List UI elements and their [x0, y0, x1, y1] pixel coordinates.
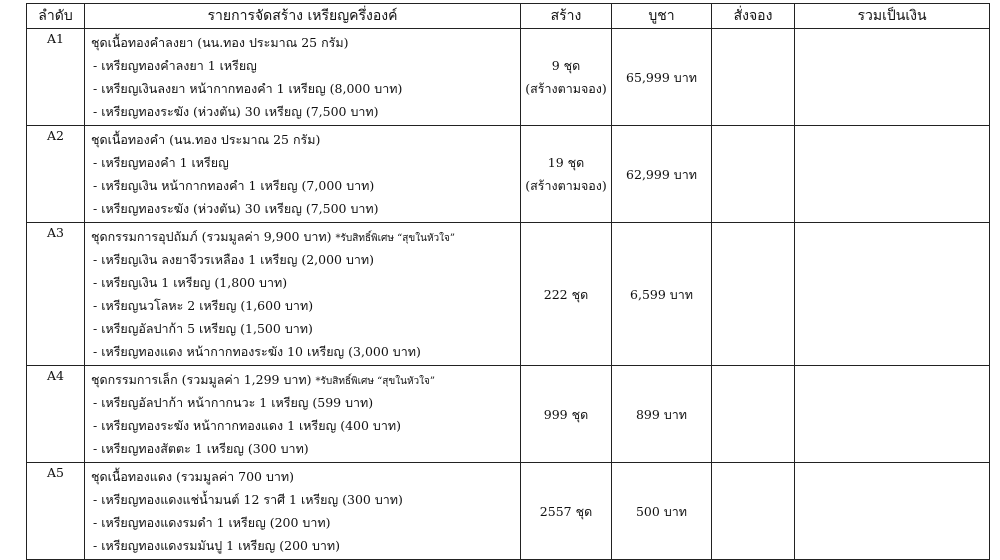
order-cell[interactable]	[712, 223, 795, 366]
header-no: ลำดับ	[27, 4, 85, 29]
order-cell[interactable]	[712, 29, 795, 126]
set-title-line	[91, 225, 520, 248]
list-item: - เหรียญทองระฆัง (ห่วงตัน) 30 เหรียญ (7,500 บาท)	[93, 201, 379, 216]
set-title: ชุดเนื้อทองแดง (รวมมูลค่า 700 บาท)	[91, 469, 295, 484]
row-id: A2	[27, 126, 85, 223]
list-item: - เหรียญทองระฆัง (ห่วงตัน) 30 เหรียญ (7,500 บาท)	[93, 104, 379, 119]
set-title: ชุดเนื้อทองคำ (นน.ทอง ประมาณ 25 กรัม)	[91, 132, 321, 147]
set-title: ชุดกรรมการอุปถัมภ์ (รวมมูลค่า 9,900 บาท)	[91, 229, 332, 244]
table-row	[27, 29, 990, 126]
list-item: - เหรียญอัลปาก้า หน้ากากนวะ 1 เหรียญ (599 บาท)	[93, 395, 374, 410]
table-row	[27, 223, 990, 366]
price-cell: 6,599 บาท	[612, 223, 712, 366]
list-item: - เหรียญเงินลงยา หน้ากากทองคำ 1 เหรียญ (8,000 บาท)	[93, 81, 403, 96]
total-cell[interactable]	[795, 29, 990, 126]
privilege-note: *รับสิทธิ์พิเศษ “สุขในหัวใจ”	[315, 376, 436, 387]
table-row	[27, 463, 990, 560]
total-cell[interactable]	[795, 223, 990, 366]
order-cell[interactable]	[712, 366, 795, 463]
list-item: - เหรียญอัลปาก้า 5 เหรียญ (1,500 บาท)	[93, 321, 313, 336]
list-item: - เหรียญทองแดงแช่น้ำมนต์ 12 ราศี 1 เหรียญ (300 บาท)	[93, 492, 403, 507]
build-quantity: 222 ชุด	[521, 223, 612, 366]
privilege-note: *รับสิทธิ์พิเศษ “สุขในหัวใจ”	[335, 233, 456, 244]
quantity-value: 19 ชุด	[547, 155, 585, 170]
list-item: - เหรียญทองสัตตะ 1 เหรียญ (300 บาท)	[93, 441, 309, 456]
table-row	[27, 126, 990, 223]
set-title: ชุดกรรมการเล็ก (รวมมูลค่า 1,299 บาท)	[91, 372, 312, 387]
header-row	[27, 4, 990, 29]
row-id: A1	[27, 29, 85, 126]
set-title: ชุดเนื้อทองคำลงยา (นน.ทอง ประมาณ 25 กรัม)	[91, 35, 349, 50]
row-id: A5	[27, 463, 85, 560]
list-item: - เหรียญเงิน ลงยาจีวรเหลือง 1 เหรียญ (2,000 บาท)	[93, 252, 375, 267]
list-item: - เหรียญเงิน หน้ากากทองคำ 1 เหรียญ (7,000 บาท)	[93, 178, 375, 193]
build-quantity: 999 ชุด	[521, 366, 612, 463]
order-cell[interactable]	[712, 126, 795, 223]
order-cell[interactable]	[712, 463, 795, 560]
price-cell: 500 บาท	[612, 463, 712, 560]
quantity-value: 9 ชุด	[551, 58, 581, 73]
build-quantity: 2557 ชุด	[521, 463, 612, 560]
price-cell: 62,999 บาท	[612, 126, 712, 223]
row-description	[85, 223, 521, 366]
row-description	[85, 463, 521, 560]
header-item: รายการจัดสร้าง เหรียญครึ่งองค์	[85, 4, 521, 29]
total-cell[interactable]	[795, 366, 990, 463]
row-id: A4	[27, 366, 85, 463]
row-description	[85, 126, 521, 223]
header-build: สร้าง	[521, 4, 612, 29]
list-item: - เหรียญทองแดงรมมันปู 1 เหรียญ (200 บาท)	[93, 538, 341, 553]
list-item: - เหรียญนวโลหะ 2 เหรียญ (1,600 บาท)	[93, 298, 314, 313]
header-total: รวมเป็นเงิน	[795, 4, 990, 29]
list-item: - เหรียญทองคำ 1 เหรียญ	[93, 155, 229, 170]
table-row	[27, 366, 990, 463]
total-cell[interactable]	[795, 463, 990, 560]
row-id: A3	[27, 223, 85, 366]
header-price: บูชา	[612, 4, 712, 29]
build-quantity	[521, 126, 612, 223]
set-title-line	[91, 368, 520, 391]
row-description	[85, 29, 521, 126]
quantity-note: (สร้างตามจอง)	[525, 81, 607, 96]
list-item: - เหรียญเงิน 1 เหรียญ (1,800 บาท)	[93, 275, 288, 290]
quantity-note: (สร้างตามจอง)	[525, 178, 607, 193]
list-item: - เหรียญทองแดงรมดำ 1 เหรียญ (200 บาท)	[93, 515, 331, 530]
build-quantity	[521, 29, 612, 126]
list-item: - เหรียญทองระฆัง หน้ากากทองแดง 1 เหรียญ (400 บาท)	[93, 418, 401, 433]
header-order: สั่งจอง	[712, 4, 795, 29]
total-cell[interactable]	[795, 126, 990, 223]
list-item: - เหรียญทองคำลงยา 1 เหรียญ	[93, 58, 257, 73]
order-table	[26, 3, 990, 560]
list-item: - เหรียญทองแดง หน้ากากทองระฆัง 10 เหรียญ (3,000 บาท)	[93, 344, 421, 359]
price-cell: 65,999 บาท	[612, 29, 712, 126]
row-description	[85, 366, 521, 463]
price-cell: 899 บาท	[612, 366, 712, 463]
